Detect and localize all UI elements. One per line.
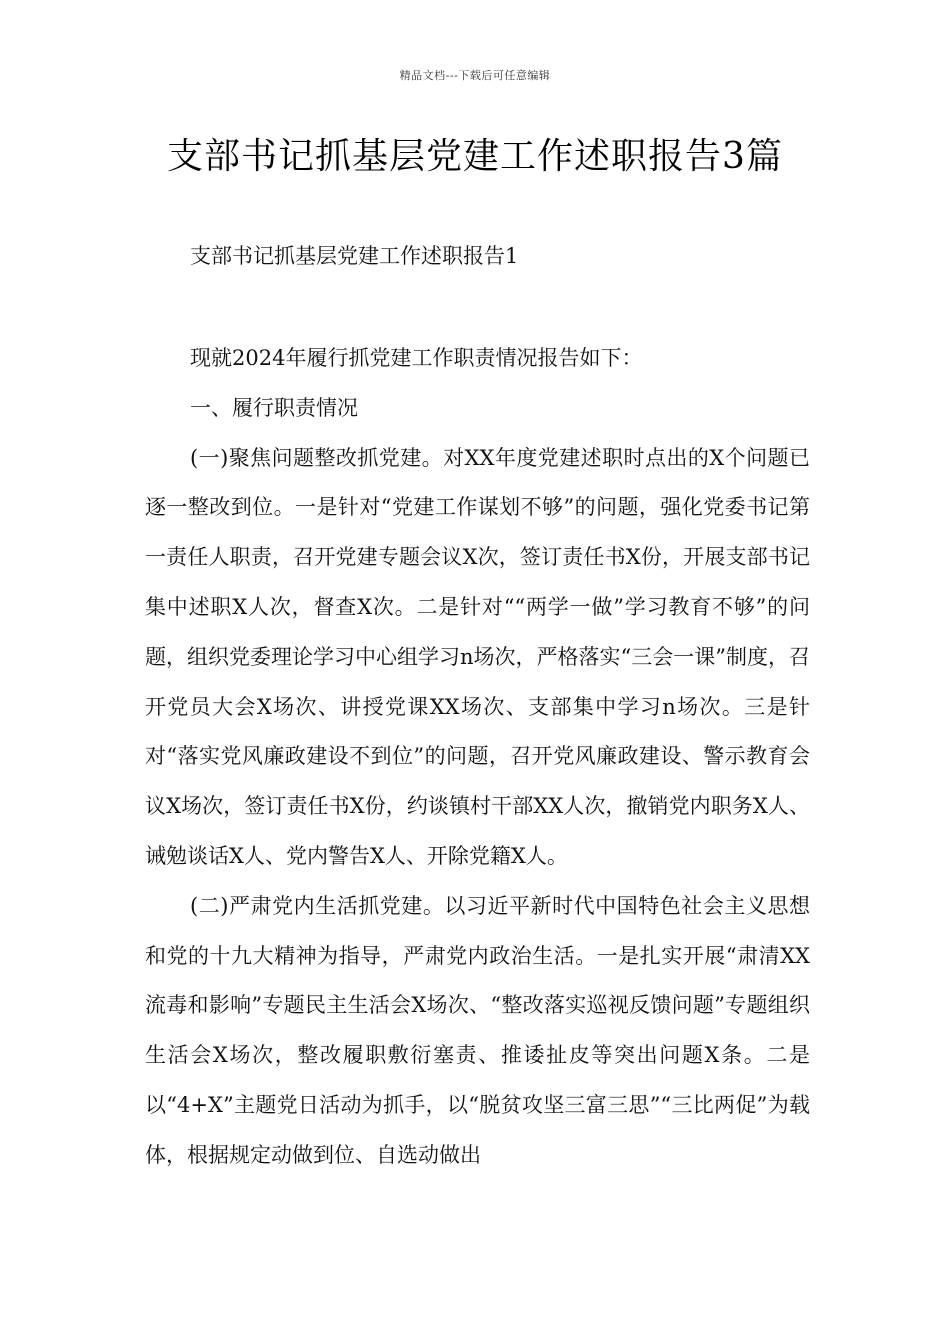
header-note: 精品文档---下载后可任意编辑 xyxy=(399,69,551,82)
document-subtitle: 支部书记抓基层党建工作述职报告1 xyxy=(190,244,519,268)
paragraph-intro: 现就2024年履行抓党建工作职责情况报告如下： xyxy=(190,346,643,370)
paragraph-section-2: (二)严肃党内生活抓党建。以习近平新时代中国特色社会主义思想和党的十九大精神为指导，严肃党内政治生活。一是扎实开展“肃清XX流毒和影响”专题民主生活会X场次、“整改落实巡视反馈问题”专题组织生活会X场次，整改履职敷衍塞责、推诿扯皮等突出问题X条。二是以“4+X”主题党日活动为抓手，以“脱贫攻坚三富三思”“三比两促”为载体，根据规定动做到位、自选动做出 xyxy=(145,893,810,1167)
document-body xyxy=(145,334,810,1181)
section-heading: 一、履行职责情况 xyxy=(190,395,358,420)
paragraph-section-1: (一)聚焦问题整改抓党建。对XX年度党建述职时点出的X个问题已逐一整改到位。一是针对“党建工作谋划不够”的问题，强化党委书记第一责任人职责，召开党建专题会议X次，签订责任书X份，开展支部书记集中述职X人次，督查X次。二是针对““两学一做”学习教育不够”的问题，组织党委理论学习中心组学习n场次，严格落实“三会一课”制度，召开党员大会X场次、讲授党课XX场次、支部集中学习n场次。三是针对“落实党风廉政建设不到位”的问题，召开党风廉政建设、警示教育会议X场次，签订责任书X份，约谈镇村干部XX人次，撤销党内职务X人、诫勉谈话X人、党内警告X人、开除党籍X人。 xyxy=(145,445,810,868)
document-title: 支部书记抓基层党建工作述职报告3篇 xyxy=(167,136,783,177)
